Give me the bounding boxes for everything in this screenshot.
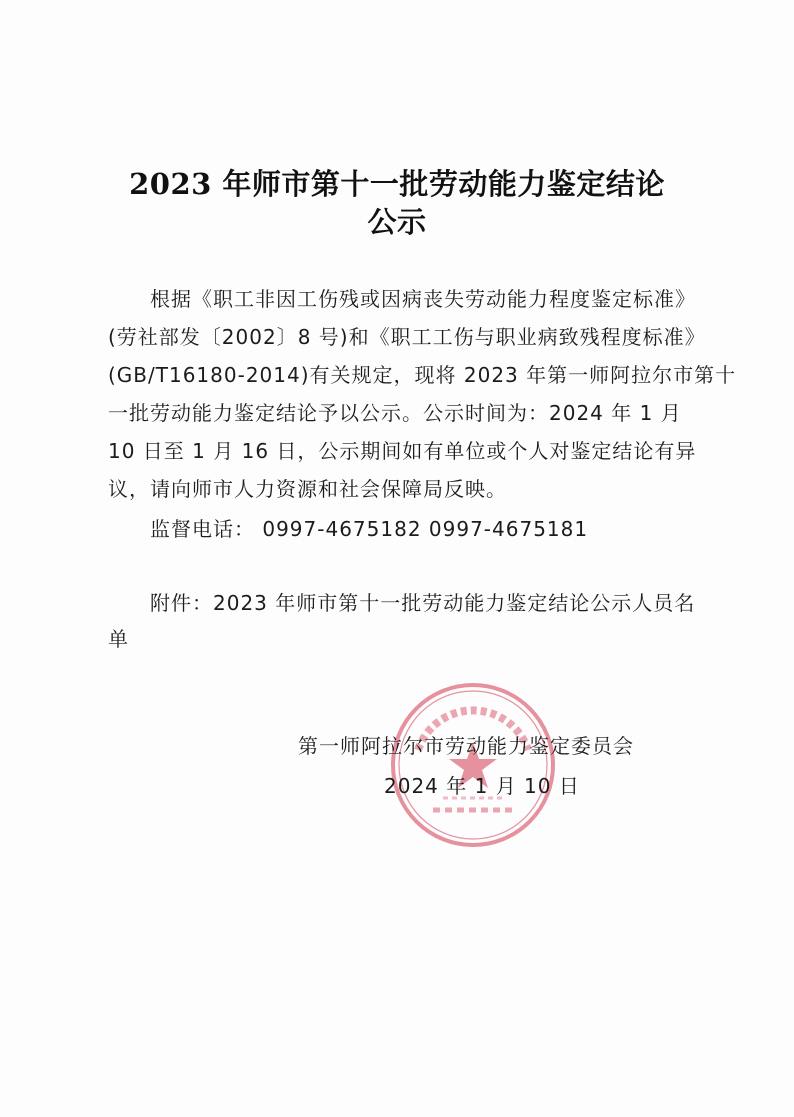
attachment-line: 附件：2023 年师市第十一批劳动能力鉴定结论公示人员名 <box>150 591 696 615</box>
supervision-phone: 监督电话： 0997-4675182 0997-4675181 <box>150 517 589 541</box>
paragraph-line: 10 日至 1 月 16 日，公示期间如有单位或个人对鉴定结论有异 <box>108 439 697 463</box>
paragraph-line: (GB/T16180-2014)有关规定，现将 2023 年第一师阿拉尔市第十 <box>108 363 737 387</box>
attachment-line: 单 <box>108 627 129 651</box>
paragraph-line: 议，请向师市人力资源和社会保障局反映。 <box>108 477 507 501</box>
official-seal-stamp <box>388 680 558 850</box>
signature-organization: 第一师阿拉尔市劳动能力鉴定委员会 <box>298 734 634 758</box>
paragraph-line: 一批劳动能力鉴定结论予以公示。公示时间为：2024 年 1 月 <box>108 401 682 425</box>
document-title-subline: 公示 <box>367 205 427 239</box>
document-title: 2023 年师市第十一批劳动能力鉴定结论 <box>129 167 665 201</box>
paragraph-line: 根据《职工非因工伤残或因病丧失劳动能力程度鉴定标准》 <box>150 287 696 311</box>
paragraph-line: (劳社部发〔2002〕8 号)和《职工工伤与职业病致残程度标准》 <box>108 325 706 349</box>
signature-date: 2024 年 1 月 10 日 <box>384 774 580 798</box>
